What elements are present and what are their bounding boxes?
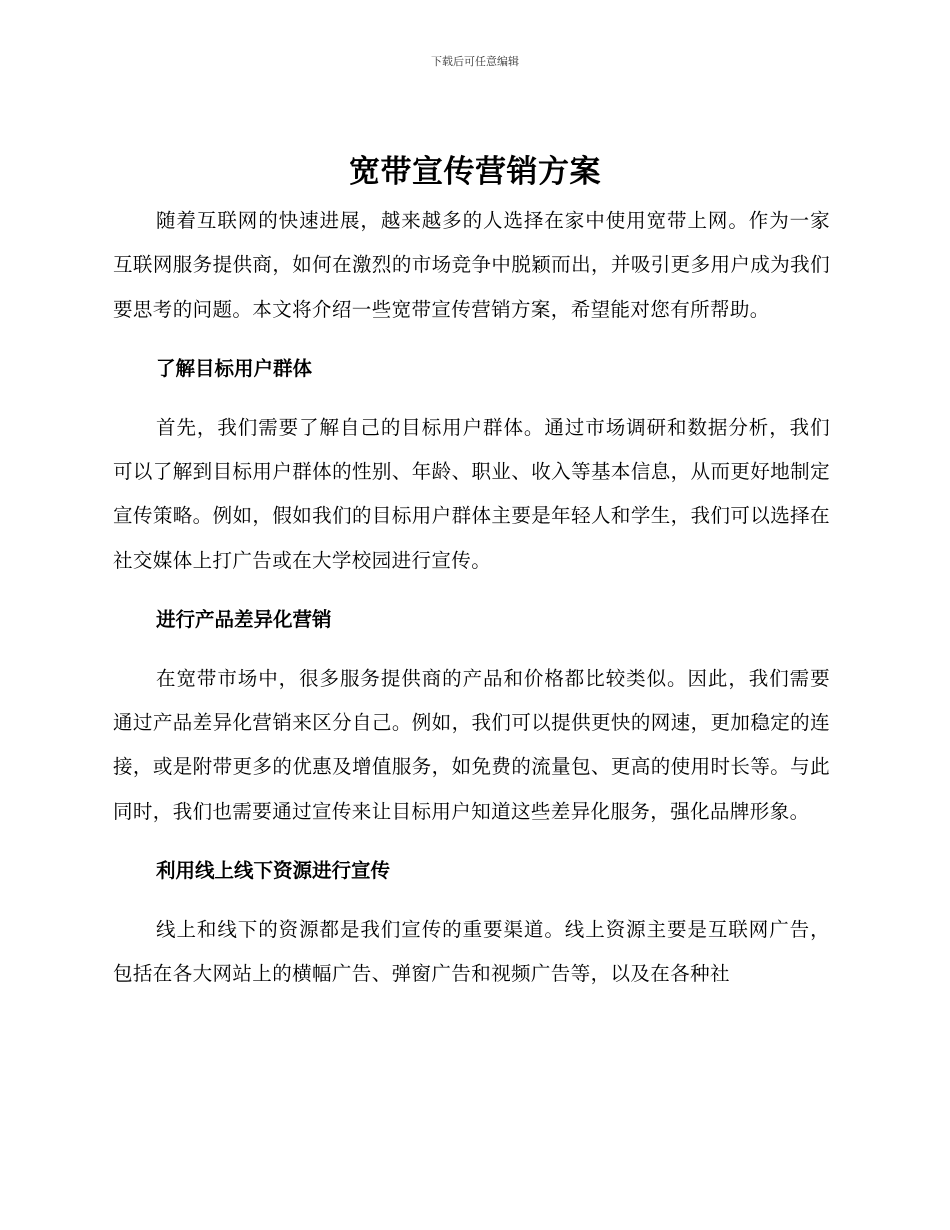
- section-paragraph-target-users: 首先，我们需要了解自己的目标用户群体。通过市场调研和数据分析，我们可以了解到目标用户群体的性别、年龄、职业、收入等基本信息，从而更好地制定宣传策略。例如，假如我们的目标用户群体主要是年轻人和学生，我们可以选择在社交媒体上打广告或在大学校园进行宣传。: [113, 415, 830, 572]
- document-body: [113, 199, 830, 997]
- section-heading-differentiation: 进行产品差异化营销: [156, 608, 332, 632]
- intro-paragraph: 随着互联网的快速进展，越来越多的人选择在家中使用宽带上网。作为一家互联网服务提供商，如何在激烈的市场竞争中脱颖而出，并吸引更多用户成为我们要思考的问题。本文将介绍一些宽带宣传营销方案，希望能对您有所帮助。: [113, 209, 830, 321]
- section-heading-online-offline: 利用线上线下资源进行宣传: [156, 859, 391, 883]
- section-spacer: [113, 583, 830, 598]
- section-spacer: [113, 643, 830, 657]
- section-heading-target-users: 了解目标用户群体: [156, 357, 313, 381]
- section-spacer: [113, 894, 830, 908]
- section-spacer: [113, 392, 830, 406]
- section-paragraph-online-offline: 线上和线下的资源都是我们宣传的重要渠道。线上资源主要是互联网广告，包括在各大网站上的横幅广告、弹窗广告和视频广告等，以及在各种社: [113, 917, 830, 986]
- section-spacer: [113, 834, 830, 849]
- section-spacer: [113, 332, 830, 347]
- section-paragraph-differentiation: 在宽带市场中，很多服务提供商的产品和价格都比较类似。因此，我们需要通过产品差异化营销来区分自己。例如，我们可以提供更快的网速，更加稳定的连接，或是附带更多的优惠及增值服务，如免费的流量包、更高的使用时长等。与此同时，我们也需要通过宣传来让目标用户知道这些差异化服务，强化品牌形象。: [113, 666, 830, 823]
- header-note: 下载后可任意编辑: [431, 55, 519, 68]
- document-title: 宽带宣传营销方案: [349, 154, 601, 190]
